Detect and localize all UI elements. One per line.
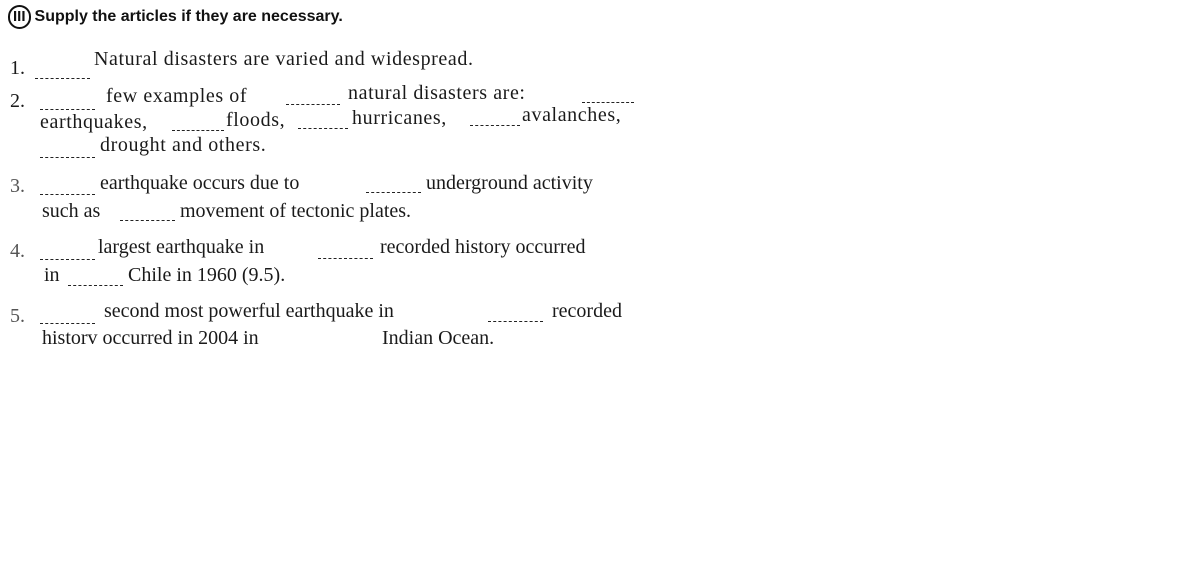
answer-blank[interactable] <box>40 258 95 260</box>
exercise-title: Supply the articles if they are necessary. <box>34 8 343 25</box>
item-text: Chile in 1960 (9.5). <box>128 264 286 286</box>
item-number: 4. <box>10 240 25 262</box>
answer-blank[interactable] <box>366 191 421 193</box>
item-text: such as <box>42 200 101 222</box>
answer-blank[interactable] <box>172 129 224 131</box>
item-text: avalanches, <box>522 104 622 126</box>
section-badge: III <box>8 5 31 29</box>
item-text: earthquakes, <box>40 111 148 133</box>
answer-blank[interactable] <box>40 322 95 324</box>
item-number: 3. <box>10 175 25 197</box>
item-text: floods, <box>226 109 286 131</box>
item-text: largest earthquake in <box>98 236 265 258</box>
answer-blank[interactable] <box>40 193 95 195</box>
answer-blank[interactable] <box>120 219 175 221</box>
item-text: hurricanes, <box>352 107 447 129</box>
exercise-header <box>8 4 343 30</box>
answer-blank[interactable] <box>488 320 543 322</box>
item-text: drought and others. <box>100 134 267 156</box>
answer-blank[interactable] <box>318 257 373 259</box>
answer-blank[interactable] <box>40 156 95 158</box>
answer-blank[interactable] <box>582 101 634 103</box>
answer-blank[interactable] <box>286 103 340 105</box>
answer-blank[interactable] <box>35 77 90 79</box>
answer-blank[interactable] <box>40 108 95 110</box>
item-text: few examples of <box>106 85 248 107</box>
item-text: recorded history occurred <box>380 236 586 258</box>
answer-blank[interactable] <box>470 124 520 126</box>
item-text: Indian Ocean. <box>382 327 495 349</box>
item-text: recorded <box>552 300 622 322</box>
item-number: 5. <box>10 305 25 327</box>
item-text: historv occurred in 2004 in <box>42 327 259 349</box>
item-number: 1. <box>10 57 25 79</box>
item-text: Natural disasters are varied and widespread. <box>94 48 474 70</box>
answer-blank[interactable] <box>68 284 123 286</box>
item-text: earthquake occurs due to <box>100 172 300 194</box>
item-text: in <box>44 264 60 286</box>
item-number: 2. <box>10 90 25 112</box>
item-text: underground activity <box>426 172 593 194</box>
item-text: movement of tectonic plates. <box>180 200 412 222</box>
item-text: natural disasters are: <box>348 82 526 104</box>
item-text: second most powerful earthquake in <box>104 300 394 322</box>
answer-blank[interactable] <box>298 127 348 129</box>
